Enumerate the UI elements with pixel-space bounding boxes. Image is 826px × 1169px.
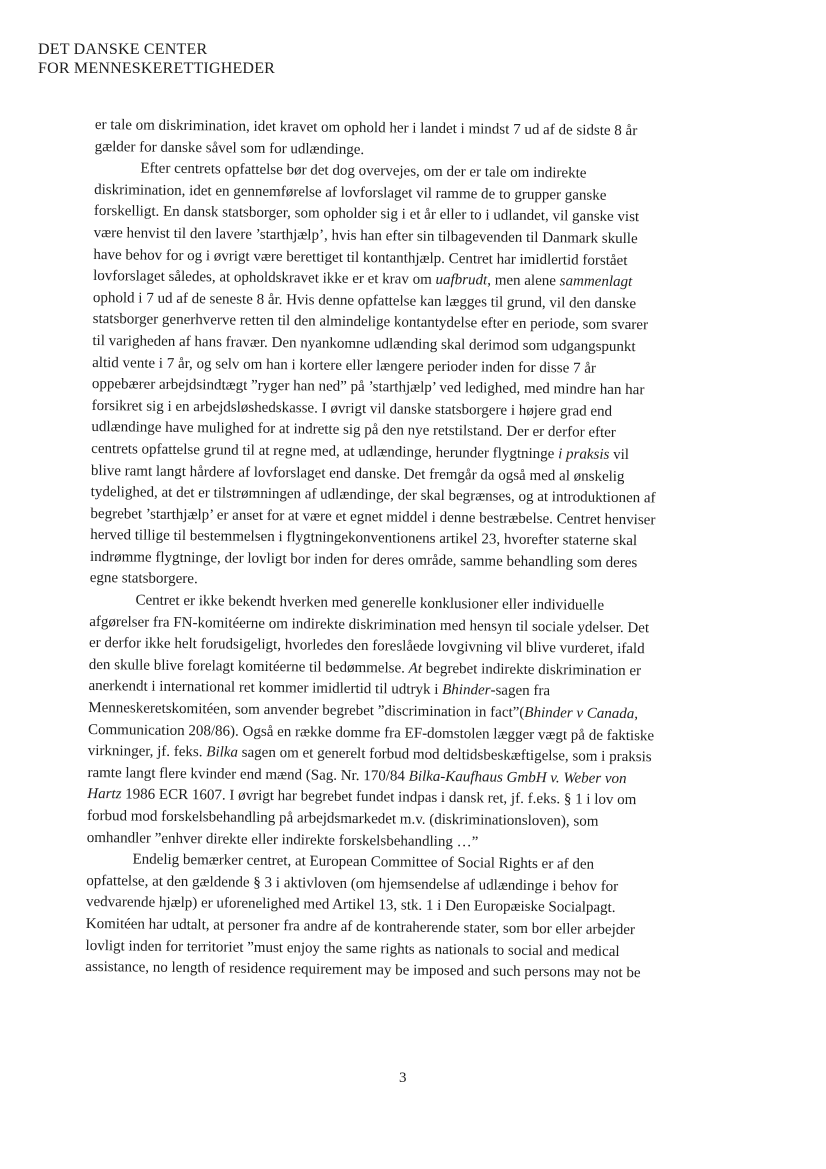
text-run: ramte langt flere kvinder end mænd (Sag. Nr. 170/84 <box>87 764 409 785</box>
header-line-1: DET DANSKE CENTER <box>38 41 208 58</box>
text-run: virkninger, jf. feks. <box>87 743 207 761</box>
italic-text: uafbrudt <box>435 272 488 289</box>
text-run: statsborger generhverve retten til den almindelige kontantydelse efter en periode, som svarer <box>92 311 649 334</box>
text-run: , men alene <box>487 272 560 290</box>
text-run: lovligt inden for territoriet ”must enjoy the same rights as nationals to social and medical <box>85 937 620 960</box>
text-run: begrebet indirekte diskrimination er <box>421 660 642 680</box>
document-header <box>38 40 275 78</box>
text-run: Endelig bemærker centret, at European Committee of Social Rights er af den <box>132 851 595 873</box>
italic-text: Hartz <box>87 786 122 803</box>
text-run: herved tillige til bestemmelsen i flygtningekonventionens artikel 23, hvorefter staterne skal <box>90 527 638 550</box>
text-run: sagen om et generelt forbud mod deltidsbeskæftigelse, som i praksis <box>237 744 652 766</box>
text-run: forsikret sig i en arbejdsløshedskasse. I øvrigt vil danske statsborgere i højere grad end <box>91 397 613 420</box>
text-run: forbud mod forskelsbehandling på arbejdsmarkedet m.v. (diskriminationsloven), som <box>86 807 599 830</box>
text-run: 1986 ECR 1607. I øvrigt har begrebet fundet indpas i dansk ret, jf. f.eks. § 1 i lov om <box>121 786 637 809</box>
text-run: altid vente i 7 år, og selv om han i kortere eller længere perioder inden for disse 7 år <box>92 354 597 377</box>
text-run: blive ramt langt hårdere af lovforslaget end danske. Det fremgår da også med al ønskelig <box>90 462 625 485</box>
italic-text: Bhinder v Canada, <box>524 704 639 723</box>
text-run: begrebet ’starthjælp’ er anset for at være et egnet middel i denne bestræbelse. Centret henviser <box>90 505 656 529</box>
italic-text: i praksis <box>558 446 610 463</box>
text-run: oppebærer arbejdsindtægt ”ryger han ned” på ’starthjælp’ ved ledighed, med mindre han har <box>91 376 645 399</box>
text-run: anerkendt i international ret kommer imidlertid til udtryk i <box>88 678 443 699</box>
text-run: Efter centrets opfattelse bør det dog overvejes, om der er tale om indirekte <box>140 160 587 182</box>
text-run: udlændinge have mulighed for at indrette sig på den nye retstilstand. Der er derfor efter <box>91 419 616 442</box>
text-run: opfattelse, at den gældende § 3 i aktivloven (om hjemsendelse af udlændinge i behov for <box>86 872 619 895</box>
text-run: er tale om diskrimination, idet kravet om ophold her i landet i mindst 7 ud af de sidste 8 år <box>94 116 638 140</box>
text-run: forskelligt. En dansk statsborger, som opholder sig i et år eller to i udlandet, vil ganske vist <box>93 203 640 226</box>
italic-text: Bhinder <box>442 682 491 699</box>
text-run: tydelighed, at det er tilstrømningen af udlændinge, der skal begrænses, og at introduktionen af <box>90 484 656 507</box>
text-run: ophold i 7 ud af de seneste 8 år. Hvis denne opfattelse kan lægges til grund, vil den danske <box>92 289 637 312</box>
text-run: gælder for danske såvel som for udlændinge. <box>94 138 365 158</box>
italic-text: At <box>408 660 423 677</box>
text-run: omhandler ”enhver direkte eller indirekte forskelsbehandling …” <box>86 829 479 850</box>
text-run: have behov for og i øvrigt være berettiget til kontanthjælp. Centret har imidlertid forstået <box>93 246 628 269</box>
text-run: Communication 208/86). Også en række domme fra EF-domstolen lægger vægt på de faktiske <box>87 721 655 745</box>
body-text <box>85 115 735 986</box>
header-line-2: FOR MENNESKERETTIGHEDER <box>38 60 276 77</box>
text-run: er derfor ikke helt forudsigeligt, hvorledes den foreslåede lovgivning vil blive vurderet, ifald <box>88 635 645 658</box>
page-number: 3 <box>399 1070 407 1086</box>
text-run: afgørelser fra FN-komitéerne om indirekte diskrimination med hensyn til sociale ydelser. Det <box>89 613 650 636</box>
text-run: den skulle blive forelagt komitéerne til bedømmelse. <box>88 656 409 677</box>
italic-text: Bilka <box>206 744 239 761</box>
italic-text: Bilka-Kaufhaus GmbH v. Weber von <box>408 768 627 787</box>
text-run: egne statsborgere. <box>89 570 198 588</box>
text-run: -sagen fra <box>490 682 551 700</box>
text-run: til varigheden af hans fravær. Den nyankomne udlænding skal derimod som udgangspunkt <box>92 332 636 356</box>
text-run: Menneskeretskomitéen, som anvender begrebet ”discrimination in fact”( <box>88 699 525 721</box>
text-run: Komitéen har udtalt, at personer fra andre af de kontraherende stater, som bor eller arbejder <box>85 915 636 939</box>
text-run: indrømme flygtninge, der lovligt bor inden for deres område, samme behandling som deres <box>89 548 638 572</box>
text-run: Centret er ikke bekendt hverken med generelle konklusioner eller individuelle <box>135 592 605 614</box>
text-run: diskrimination, idet en gennemførelse af lovforslaget vil ramme de to grupper ganske <box>94 181 607 204</box>
text-run: centrets opfattelse grund til at regne med, at udlændinge, herunder flygtninge <box>91 440 559 463</box>
text-run: assistance, no length of residence requirement may be imposed and such persons may not be <box>85 959 641 982</box>
text-run: vil <box>609 446 630 463</box>
text-run: vedvarende hjælp) er uforenelighed med Artikel 13, stk. 1 i Den Europæiske Socialpagt. <box>85 894 616 917</box>
text-run: være henvist til den lavere ’starthjælp’, hvis han efter sin tilbagevenden til Danmark skulle <box>93 224 638 248</box>
text-run: lovforslaget således, at opholdskravet ikke er et krav om <box>93 268 436 289</box>
italic-text: sammenlagt <box>559 273 633 291</box>
